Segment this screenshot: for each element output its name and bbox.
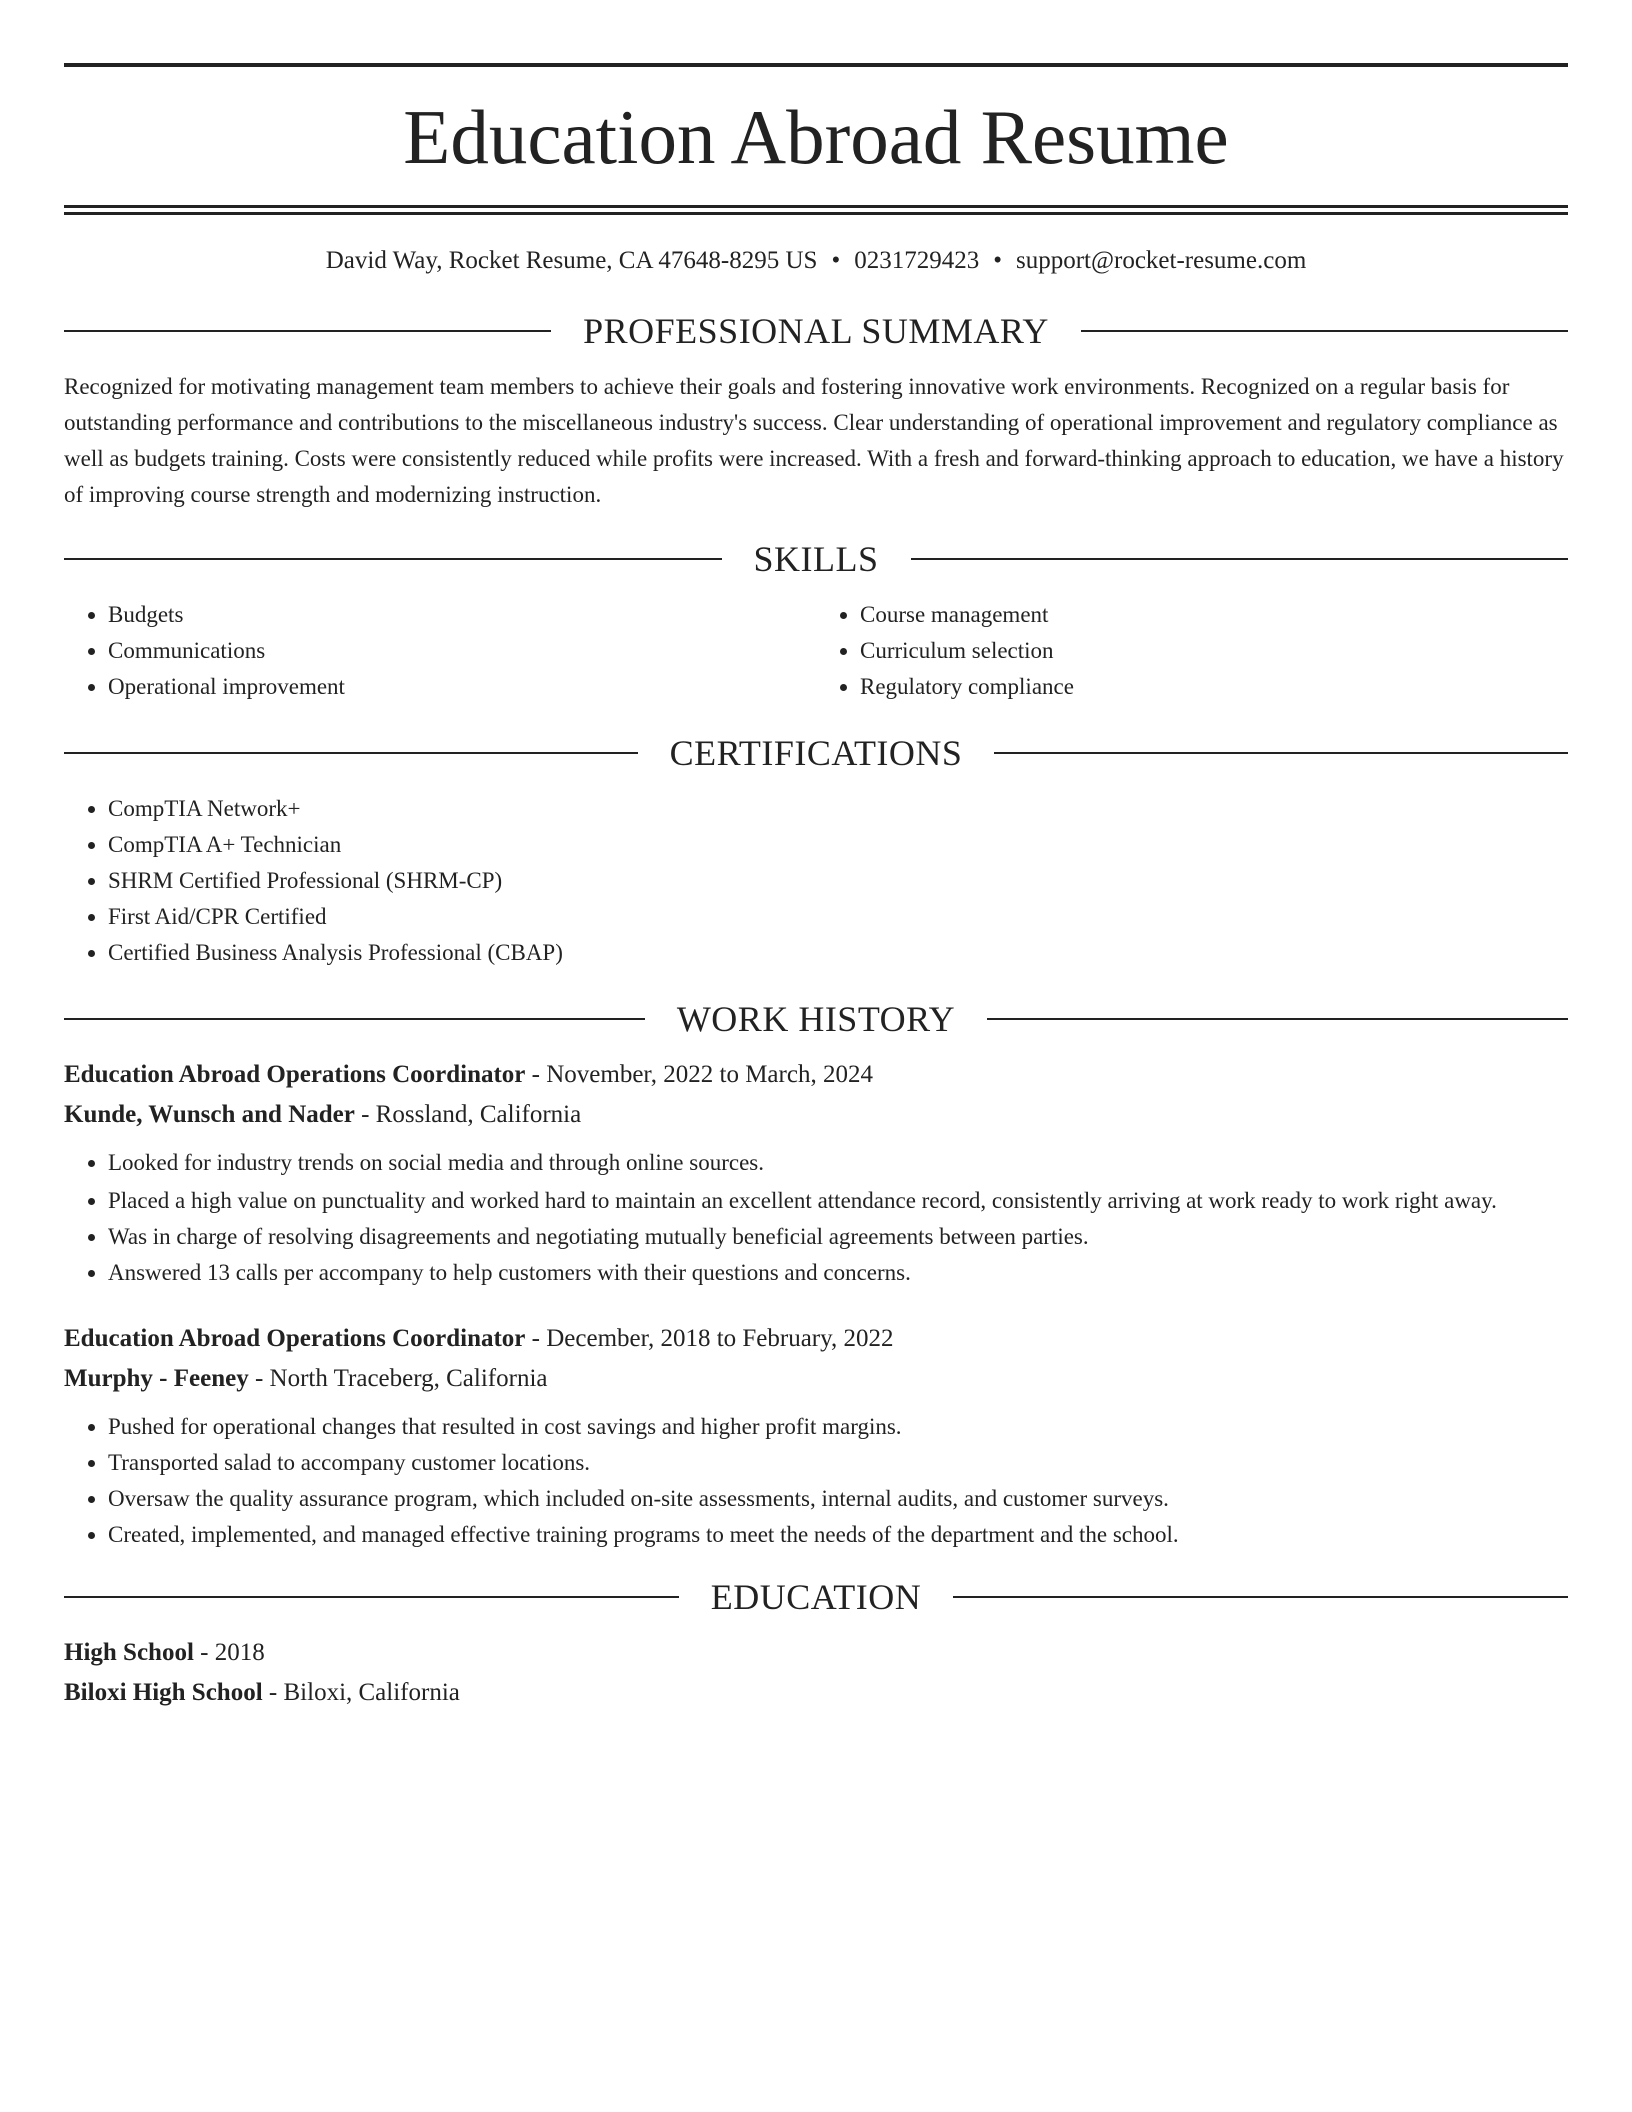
section-header-certifications <box>64 731 1568 775</box>
job-bullets <box>64 1409 1568 1553</box>
job-company: Kunde, Wunsch and Nader <box>64 1101 355 1128</box>
job-entry <box>64 1319 1568 1553</box>
contact-line <box>64 243 1568 279</box>
section-header-work <box>64 997 1568 1041</box>
section-rule-left <box>64 1596 679 1598</box>
job-company-line <box>64 1359 1568 1399</box>
title-double-rule <box>64 205 1568 215</box>
section-title-certifications: CERTIFICATIONS <box>669 733 963 773</box>
job-company: Murphy - Feeney <box>64 1365 249 1392</box>
section-rule-left <box>64 752 638 754</box>
job-bullet: • Created, implemented, and managed effective training programs to meet the needs of the department and the school. <box>108 1517 1568 1553</box>
job-title-line <box>64 1319 1568 1359</box>
education-entry <box>64 1633 1568 1713</box>
education-school-line <box>64 1673 1568 1713</box>
section-header-skills <box>64 537 1568 581</box>
skill-item: • Communications <box>108 633 816 669</box>
resume-title: Education Abroad Resume <box>403 94 1229 180</box>
job-bullet: • Answered 13 calls per accompany to help customers with their questions and concerns. <box>108 1255 1568 1291</box>
section-title-skills: SKILLS <box>753 539 879 579</box>
section-rule-right <box>987 1018 1568 1020</box>
skills-columns <box>64 597 1568 705</box>
certification-item: • Certified Business Analysis Professional (CBAP) <box>108 935 1568 971</box>
job-entry <box>64 1055 1568 1291</box>
contact-email: support@rocket-resume.com <box>1015 247 1307 274</box>
education-school: Biloxi High School <box>64 1679 263 1706</box>
education-degree: High School <box>64 1639 194 1666</box>
skill-item: • Regulatory compliance <box>860 669 1568 705</box>
certification-item: • SHRM Certified Professional (SHRM-CP) <box>108 863 1568 899</box>
section-rule-right <box>994 752 1568 754</box>
job-title: Education Abroad Operations Coordinator <box>64 1325 526 1352</box>
section-rule-left <box>64 330 551 332</box>
section-rule-left <box>64 1018 645 1020</box>
section-header-summary <box>64 309 1568 353</box>
job-bullet: • Was in charge of resolving disagreements and negotiating mutually beneficial agreements between parties. <box>108 1219 1568 1255</box>
certification-item: • CompTIA Network+ <box>108 791 1568 827</box>
education-year: - 2018 <box>193 1639 265 1666</box>
job-bullet: • Looked for industry trends on social media and through online sources. <box>108 1145 1568 1181</box>
job-dates: - November, 2022 to March, 2024 <box>525 1061 873 1088</box>
job-bullet: • Oversaw the quality assurance program, which included on-site assessments, internal audits, and customer surveys. <box>108 1481 1568 1517</box>
certification-item: • First Aid/CPR Certified <box>108 899 1568 935</box>
section-rule-right <box>953 1596 1568 1598</box>
section-title-education: EDUCATION <box>710 1577 922 1617</box>
section-rule-left <box>64 558 722 560</box>
job-bullet: • Placed a high value on punctuality and worked hard to maintain an excellent attendance record, consistently arriving at work ready to work right away. <box>108 1183 1568 1219</box>
certification-item: • CompTIA A+ Technician <box>108 827 1568 863</box>
section-header-education <box>64 1575 1568 1619</box>
job-location: - Rossland, California <box>354 1101 582 1128</box>
certifications-list <box>64 791 1568 971</box>
job-dates: - December, 2018 to February, 2022 <box>525 1325 894 1352</box>
top-rule <box>64 63 1568 67</box>
section-title-summary: PROFESSIONAL SUMMARY <box>583 311 1049 351</box>
job-bullets <box>64 1145 1568 1291</box>
job-bullet: • Transported salad to accompany customer locations. <box>108 1445 1568 1481</box>
skill-item: • Curriculum selection <box>860 633 1568 669</box>
job-company-line <box>64 1095 1568 1135</box>
job-bullet: • Pushed for operational changes that resulted in cost savings and higher profit margins. <box>108 1409 1568 1445</box>
contact-address: David Way, Rocket Resume, CA 47648-8295 US <box>325 247 818 274</box>
section-title-work: WORK HISTORY <box>676 999 956 1039</box>
contact-separator: • <box>831 247 841 274</box>
job-title-line <box>64 1055 1568 1095</box>
skills-list-right <box>816 597 1568 705</box>
section-rule-right <box>1081 330 1568 332</box>
contact-separator: • <box>993 247 1002 274</box>
education-degree-line <box>64 1633 1568 1673</box>
education-location: - Biloxi, California <box>262 1679 460 1706</box>
skill-item: • Course management <box>860 597 1568 633</box>
job-title: Education Abroad Operations Coordinator <box>64 1061 526 1088</box>
skill-item: • Budgets <box>108 597 816 633</box>
contact-phone: 0231729423 <box>854 247 980 274</box>
skills-list-left <box>64 597 816 705</box>
summary-paragraph: Recognized for motivating management team members to achieve their goals and fostering innovative work environments. Recognized on a regular basis for outstanding performance and contributions to the miscellaneous industry's success. Clear understanding of operational improvement and regulatory compliance as well as budgets training. Costs were consistently reduced while profits were increased. With a fresh and forward-thinking approach to education, we have a history of improving course strength and modernizing instruction. <box>64 374 1564 507</box>
skill-item: • Operational improvement <box>108 669 816 705</box>
section-rule-right <box>911 558 1569 560</box>
job-location: - North Traceberg, California <box>248 1365 548 1392</box>
